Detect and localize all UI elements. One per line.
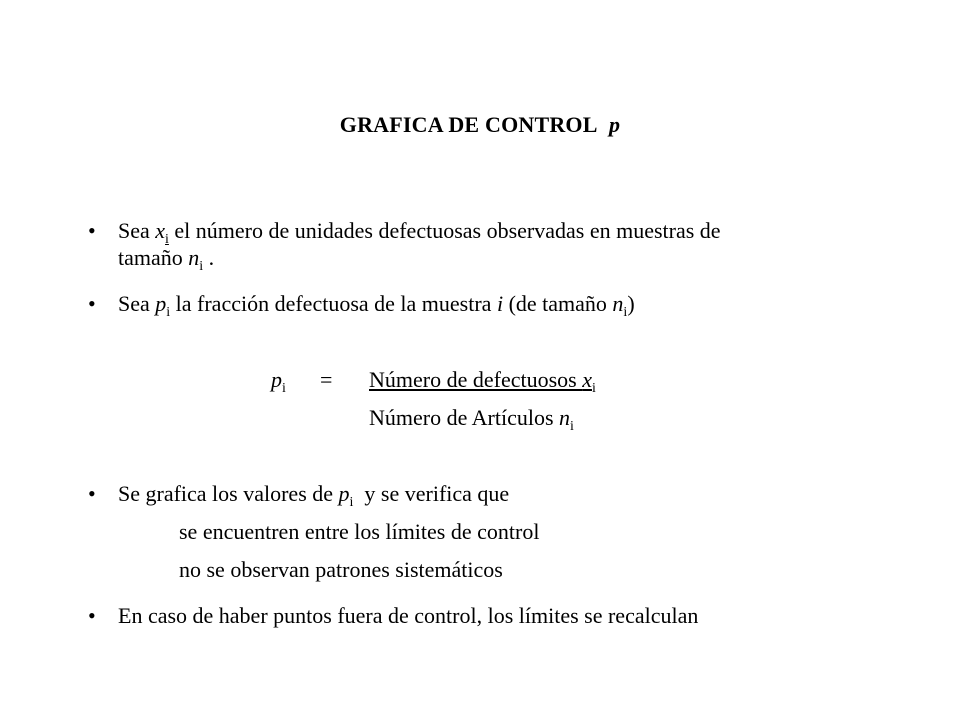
- bullet-dot: •: [88, 481, 96, 506]
- title-text: GRAFICA DE CONTROL: [339, 112, 598, 137]
- bullet-text: [118, 479, 858, 509]
- denominator-text: Número de Artículos: [369, 405, 560, 430]
- bullet-text: En caso de haber puntos fuera de control, los límites se recalculan: [118, 603, 699, 628]
- formula-denominator: [369, 403, 574, 433]
- text-fragment: tamaño: [118, 245, 189, 270]
- variable-n: n: [612, 291, 624, 316]
- text-fragment: la fracción defectuosa de la muestra: [170, 291, 497, 316]
- variable-i: i: [496, 291, 504, 316]
- text-fragment: ): [627, 291, 635, 316]
- formula-numerator: [369, 365, 596, 395]
- sub-item-2: no se observan patrones sistemáticos: [179, 557, 503, 582]
- sub-item-1: se encuentren entre los límites de control: [179, 519, 540, 544]
- text-fragment: .: [203, 245, 215, 270]
- formula-lhs: [271, 365, 286, 395]
- text-fragment: Sea: [118, 291, 156, 316]
- variable-x: x: [155, 218, 166, 243]
- text-fragment: Se grafica los valores de: [118, 481, 339, 506]
- bullet-text: [118, 216, 858, 273]
- variable-n: n: [188, 245, 200, 270]
- variable-x: x: [582, 367, 592, 392]
- numerator-text: Número de defectuosos: [369, 367, 583, 392]
- formula-equals: =: [320, 367, 333, 392]
- subscript-i: i: [623, 305, 628, 320]
- subscript-i: i: [199, 259, 204, 274]
- bullet-text: [118, 289, 858, 319]
- text-fragment: Sea: [118, 218, 156, 243]
- subscript-i: i: [591, 381, 596, 396]
- bullet-dot: •: [88, 291, 96, 316]
- text-fragment: y se verifica que: [353, 481, 510, 506]
- variable-p: p: [338, 481, 350, 506]
- subscript-i: i: [282, 381, 286, 396]
- subscript-i: i: [166, 305, 171, 320]
- subscript-i: i: [165, 232, 169, 247]
- subscript-i: i: [570, 419, 574, 434]
- page-title: [0, 112, 960, 138]
- text-fragment: el número de unidades defectuosas observadas en muestras de: [174, 218, 721, 243]
- bullet-dot: •: [88, 603, 96, 628]
- variable-p: p: [155, 291, 167, 316]
- variable-n: n: [559, 405, 571, 430]
- text-fragment: (de tamaño: [503, 291, 613, 316]
- variable-p: p: [271, 367, 282, 392]
- bullet-dot: •: [88, 218, 96, 243]
- title-variable: p: [609, 112, 621, 137]
- subscript-i: i: [349, 495, 354, 510]
